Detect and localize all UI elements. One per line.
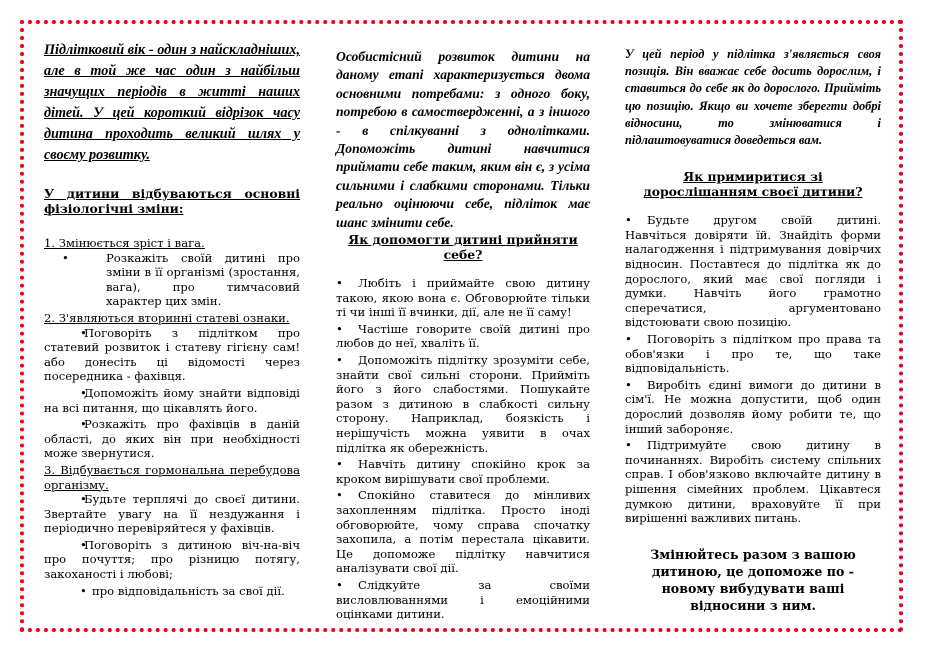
bullet-icon: [625, 213, 647, 227]
list-item: • Допоможіть йому знайти відповіді на всі питання, що цікавлять його.: [44, 386, 300, 415]
list-item: • Розкажіть своїй дитині про зміни в її організмі (зростання, вага), про тимчасовий характер цих змін.: [44, 251, 300, 309]
bullet-icon: [62, 584, 84, 598]
list-item-title: 1. Змінюється зріст і вага.: [44, 236, 205, 250]
list-item: • про відповідальність за свої дії.: [44, 584, 300, 599]
list-item: • Навчіть дитину спокійно крок за кроком вирішувати свої проблеми.: [336, 457, 590, 486]
list-item: • Слідкуйте за своїми висловлюваннями і емоційними оцінками дитини.: [336, 578, 590, 622]
list-item: • Спокійно ставитеся до мінливих захопленням підлітка. Просто іноді обговорюйте, чому справа спочатку захопила, а потім перестала цікавити. Це допоможе підлітку навчитися аналізувати свої дії.: [336, 488, 590, 576]
column-3: [625, 46, 881, 614]
list-item: • Будьте терплячі до своєї дитини. Звертайте увагу на її нездужання і періодично перевіряйтеся у фахівців.: [44, 492, 300, 536]
bullet-icon: [62, 492, 84, 506]
bullet-icon: [336, 276, 358, 290]
bullet-icon: [336, 578, 358, 592]
bullet-icon: [336, 457, 358, 471]
list-item: • Любіть і приймайте свою дитину такою, якою вона є. Обговорюйте тільки ті чи інші її вчинки, дії, але не її саму!: [336, 276, 590, 320]
bullet-icon: [62, 386, 84, 400]
intro-text: Особистісний розвиток дитини на даному етапі характеризується двома основними потребами: з одного боку, потребою в самоствердженні, а з іншого - в спілкуванні з однолітками. Допоможіть дитині навчитися приймати себе таким, яким він є, з усіма сильними і слабкими сторонами. Тільки реально оцінюючи себе, підліток має шанс змінити себе.: [336, 49, 590, 230]
bullet-icon: [336, 353, 358, 367]
list-item: • Розкажіть про фахівців в даній області, до яких він при необхідності може звернутися.: [44, 417, 300, 461]
list-item: • Поговоріть з дитиною віч-на-віч про почуття; про різницю потягу, закоханості і любові;: [44, 538, 300, 582]
list-item: • Будьте другом своїй дитині. Навчіться довіряти їй. Знайдіть форми налагодження і підтримування довірчих відносин. Поставтеся до підлітка як до дорослого, який має свої погляди і думки. Навчіть його грамотно сперечатися, аргументовано відстоювати свою позицію.: [625, 213, 881, 330]
bullet-icon: [625, 378, 647, 392]
bullet-icon: [336, 488, 358, 502]
list-item: • Поговоріть з підлітком про статевий розвиток і статеву гігієну сам! або донесіть ці відомості через посередника - фахівця.: [44, 326, 300, 384]
intro-text: У цей період у підлітка з'являється своя позиція. Він вважає себе досить дорослим, і ставиться до себе як до дорослого. Прийміть цю позицію. Якщо ви хочете зберегти добрі відносини, то змінюватися і підлаштовуватися доведеться вам.: [625, 47, 881, 148]
column-1: [44, 40, 300, 600]
section-heading: Як примиритися зі дорослішанням своєї дитини?: [643, 169, 863, 200]
bullet-icon: [336, 322, 358, 336]
bullet-icon: [625, 332, 647, 346]
bullet-icon: [84, 251, 106, 265]
section-heading: У дитини відбуваються основні фізіологічні зміни:: [44, 186, 300, 216]
intro-text: Підлітковий вік - один з найскладніших, але в той же час один з найбільш значущих періодів в житті наших дітей. У цей короткий відрізок часу дитина проходить великий шлях у своєму розвитку.: [44, 42, 300, 163]
list-item: • Поговоріть з підлітком про права та обов'язки і про те, що таке відповідальність.: [625, 332, 881, 376]
list-item: • Підтримуйте свою дитину в починаннях. Виробіть систему спільних справ. І обов'язково включайте дитину в рішення сімейних проблем. Цікавтеся думкою дитини, враховуйте її при вирішенні важливих питань.: [625, 438, 881, 526]
list-item: • Виробіть єдині вимоги до дитини в сім'ї. Не можна допустити, щоб один дорослий дозволяв йому робити те, що інший забороняє.: [625, 378, 881, 436]
list-item-title: 2. З'являються вторинні статеві ознаки.: [44, 310, 290, 325]
list-item-title: 3. Відбувається гормональна перебудова організму.: [44, 462, 300, 492]
bullet-icon: [62, 538, 84, 552]
list-item: • Допоможіть підлітку зрозуміти себе, знайти свої сильні сторони. Прийміть його з його слабостями. Пошукайте разом з дитиною в слабкості сильну сторону. Наприклад, боязкість і нерішучість можна уявити в очах підлітка як обережність.: [336, 353, 590, 455]
bullet-icon: [62, 326, 84, 340]
list-item: • Частіше говорите своїй дитині про любов до неї, хваліть її.: [336, 322, 590, 351]
closing-message: Змінюйтесь разом з вашою дитиною, це допоможе по - новому вибудувати ваші відносини з ним.: [650, 546, 856, 613]
bullet-icon: [62, 417, 84, 431]
bullet-icon: [625, 438, 647, 452]
section-heading: Як допомогти дитині прийняти себе?: [348, 232, 578, 263]
column-2: [336, 48, 590, 624]
